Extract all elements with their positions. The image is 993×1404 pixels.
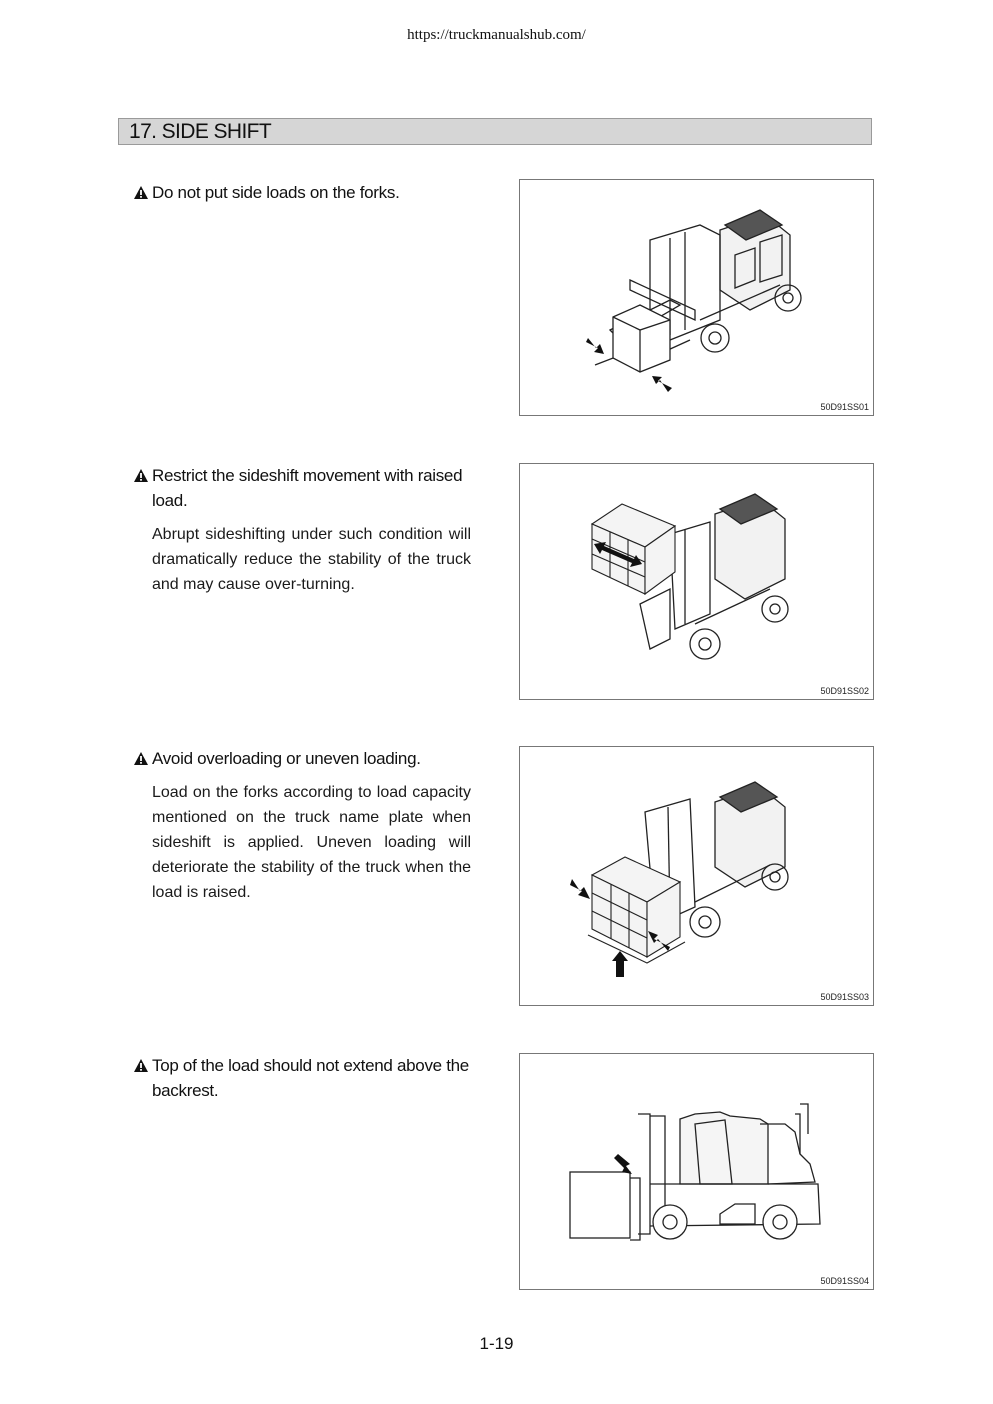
figure-code: 50D91SS04	[820, 1276, 869, 1286]
section-title: 17. SIDE SHIFT	[129, 120, 272, 143]
warning-block-1	[133, 180, 471, 205]
arrow-icon	[614, 1154, 632, 1174]
arrow-icon	[652, 376, 672, 392]
warning-text: Top of the load should not extend above the backrest.	[133, 1053, 471, 1103]
body-text: Load on the forks according to load capacity mentioned on the truck name plate when sideshift is applied. Uneven loading will deteriorate the stability of the truck when the load is raised.	[152, 784, 471, 901]
arrow-icon	[586, 338, 604, 354]
arrow-icon	[612, 951, 628, 977]
forklift-illustration	[520, 464, 875, 701]
page-number: 1-19	[479, 1334, 514, 1353]
body-text: Abrupt sideshifting under such condition will dramatically reduce the stability of the truck and may cause over-turning.	[152, 526, 471, 593]
forklift-illustration	[520, 747, 875, 1007]
warning-block-3	[133, 746, 471, 905]
warning-block-4	[133, 1053, 471, 1103]
arrow-icon	[570, 879, 590, 899]
warning-text: Avoid overloading or uneven loading.	[133, 746, 471, 771]
figure-code: 50D91SS03	[820, 992, 869, 1002]
warning-triangle-icon	[133, 468, 149, 483]
figure-code: 50D91SS01	[820, 402, 869, 412]
warning-text: Restrict the sideshift movement with raised load.	[133, 463, 471, 513]
warning-text: Do not put side loads on the forks.	[133, 180, 471, 205]
figure-code: 50D91SS02	[820, 686, 869, 696]
source-url[interactable]: https://truckmanualshub.com/	[407, 27, 586, 43]
warning-triangle-icon	[133, 1058, 149, 1073]
warning-block-2	[133, 463, 471, 597]
forklift-side-illustration	[520, 1054, 875, 1291]
figure-raised-load-sideshift	[519, 463, 874, 700]
forklift-illustration	[520, 180, 875, 417]
figure-uneven-loading	[519, 746, 874, 1006]
figure-side-load	[519, 179, 874, 416]
figure-backrest	[519, 1053, 874, 1290]
section-header	[118, 118, 872, 145]
warning-triangle-icon	[133, 185, 149, 200]
warning-triangle-icon	[133, 751, 149, 766]
